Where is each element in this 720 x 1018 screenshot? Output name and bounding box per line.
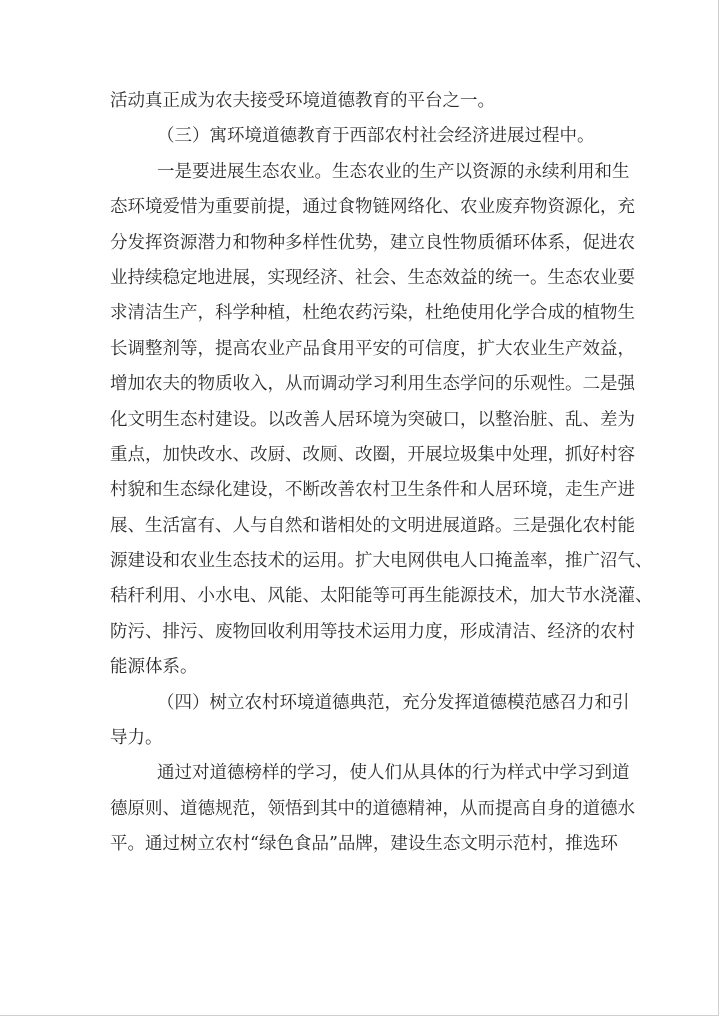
text-line: 业持续稳定地进展，实现经济、社会、生态效益的统一。生态农业要 [110,267,635,288]
body-text [110,84,653,863]
text-line: （四）树立农村环境道德典范，充分发挥道德模范感召力和引 [157,692,630,713]
text-line: 活动真正成为农夫接受环境道德教育的平台之一。 [110,91,495,111]
text-line: 导力。 [110,728,163,749]
text-line: 分发挥资源潜力和物种多样性优势，建立良性物质循环体系，促进农 [110,232,635,253]
text-line: 德原则、道德规范，领悟到其中的道德精神，从而提高自身的道德水 [110,798,635,819]
text-line: 化文明生态村建设。以改善人居环境为突破口，以整治脏、乱、差为 [110,409,635,430]
text-line: 平。通过树立农村“绿色食品”品牌，建设生态文明示范村，推选环 [110,834,618,855]
text-line: 一是要进展生态农业。生态农业的生产以资源的永续利用和生 [157,161,630,182]
text-line: 秸秆利用、小水电、风能、太阳能等可再生能源技术，加大节水浇灌、 [110,586,653,607]
text-line: 态环境爱惜为重要前提，通过食物链网络化、农业废弃物资源化，充 [110,197,635,218]
text-line: 展、生活富有、人与自然和谐相处的文明进展道路。三是强化农村能 [110,515,635,536]
text-line: 求清洁生产，科学种植，杜绝农药污染，杜绝使用化学合成的植物生 [110,303,635,324]
text-line: 防污、排污、废物回收利用等技术运用力度，形成清洁、经济的农村 [110,621,635,642]
text-line: 增加农夫的物质收入，从而调动学习利用生态学问的乐观性。二是强 [110,374,635,395]
text-line: 长调整剂等，提高农业产品食用平安的可信度，扩大农业生产效益， [110,338,635,359]
text-line: （三）寓环境道德教育于西部农村社会经济进展过程中。 [157,126,595,147]
text-line: 通过对道德榜样的学习，使人们从具体的行为样式中学习到道 [157,763,630,784]
text-line: 村貌和生态绿化建设，不断改善农村卫生条件和人居环境，走生产进 [110,480,635,501]
text-line: 源建设和农业生态技术的运用。扩大电网供电人口掩盖率，推广沼气、 [110,551,653,572]
text-line: 能源体系。 [110,657,198,678]
text-line: 重点，加快改水、改厨、改厕、改圈，开展垃圾集中处理，抓好村容 [110,444,635,465]
